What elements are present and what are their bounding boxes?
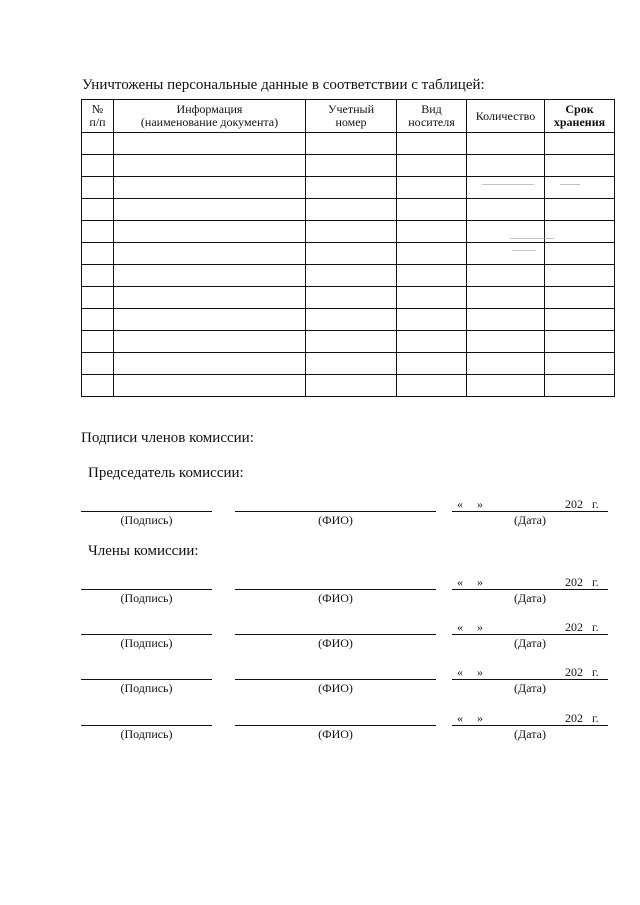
col-header-line: п/п [89,115,106,129]
caption-signature: (Подпись) [120,636,173,650]
caption-date: (Дата) [514,513,546,527]
caption-name: (ФИО) [318,681,353,695]
signature-line [81,589,212,590]
date-quote-open: « [457,711,463,725]
caption-date: (Дата) [514,636,546,650]
date-quote-close: » [477,665,483,679]
table-cell [545,155,615,177]
date-quote-close: » [477,497,483,511]
table-cell [467,375,545,397]
table-cell [467,353,545,375]
name-line [235,589,436,590]
col-header-line: Срок [565,102,594,116]
col-header-line: номер [335,115,367,129]
table-cell [114,331,306,353]
name-line [235,511,436,512]
table-cell [82,177,114,199]
date-line [452,679,608,680]
table-cell [397,155,467,177]
name-line [235,634,436,635]
signatures-title: Подписи членов комиссии: [81,430,254,446]
table-cell [114,353,306,375]
table-cell [82,243,114,265]
table-cell [397,133,467,155]
col-header-media-type [397,100,467,133]
table-cell [306,265,397,287]
table-row [82,309,615,331]
table-cell [397,309,467,331]
col-header-number [82,100,114,133]
table-cell [467,265,545,287]
table-row [82,375,615,397]
table-cell [306,155,397,177]
caption-signature: (Подпись) [120,681,173,695]
signature-line [81,634,212,635]
table-cell [397,265,467,287]
table-cell [306,331,397,353]
table-cell [82,331,114,353]
table-cell [545,331,615,353]
table-cell [114,155,306,177]
table-row [82,331,615,353]
table-cell [114,309,306,331]
table-cell [397,331,467,353]
scan-artifact [512,250,536,251]
col-header-line: (наименование документа) [140,115,279,129]
table-cell [82,133,114,155]
table-cell [545,199,615,221]
date-year: 202 [565,620,583,634]
col-header-line: Количество [475,108,536,123]
table-cell [82,375,114,397]
table-cell [114,243,306,265]
table-cell [306,353,397,375]
table-cell [114,177,306,199]
table-cell [467,199,545,221]
table-cell [306,375,397,397]
table-cell [82,353,114,375]
table-cell [545,309,615,331]
col-header-line: Учетный [327,102,374,116]
members-label: Члены комиссии: [88,543,199,559]
table-cell [467,177,545,199]
table-cell [467,331,545,353]
date-suffix: г. [592,665,599,679]
col-header-account-number [306,100,397,133]
table-cell [306,243,397,265]
table-cell [397,287,467,309]
date-quote-open: « [457,575,463,589]
table-cell [114,199,306,221]
table-cell [82,265,114,287]
table-cell [467,243,545,265]
col-header-retention-period [545,100,615,133]
table-cell [397,221,467,243]
caption-signature: (Подпись) [120,727,173,741]
table-row [82,177,615,199]
name-line [235,679,436,680]
table-cell [82,221,114,243]
table-cell [397,353,467,375]
date-line [452,725,608,726]
table-cell [114,133,306,155]
caption-signature: (Подпись) [120,513,173,527]
table-row [82,155,615,177]
table-cell [82,199,114,221]
date-suffix: г. [592,711,599,725]
table-cell [114,265,306,287]
caption-name: (ФИО) [318,636,353,650]
table-row [82,221,615,243]
table-cell [467,221,545,243]
scan-artifact [560,184,580,185]
caption-date: (Дата) [514,727,546,741]
col-header-line: № [91,102,104,116]
table-cell [545,243,615,265]
table-cell [306,309,397,331]
table-cell [306,133,397,155]
table-cell [545,353,615,375]
signature-line [81,679,212,680]
table-row [82,243,615,265]
table-row [82,265,615,287]
date-line [452,589,608,590]
caption-date: (Дата) [514,681,546,695]
signature-line [81,511,212,512]
signature-line [81,725,212,726]
scan-artifact [510,238,554,239]
table-cell [306,221,397,243]
col-header-line: Вид [421,102,442,116]
date-suffix: г. [592,575,599,589]
table-cell [114,221,306,243]
date-suffix: г. [592,620,599,634]
col-header-line: хранения [553,115,606,129]
date-quote-close: » [477,620,483,634]
table-cell [306,199,397,221]
col-header-line: носителя [408,115,455,129]
name-line [235,725,436,726]
col-header-line: Информация [176,102,243,116]
date-year: 202 [565,497,583,511]
table-row [82,133,615,155]
date-quote-open: « [457,665,463,679]
table-cell [82,287,114,309]
table-cell [545,133,615,155]
caption-date: (Дата) [514,591,546,605]
table-cell [397,243,467,265]
table-row [82,287,615,309]
page-heading: Уничтожены персональные данные в соответствии с таблицей: [82,77,485,93]
table-cell [467,309,545,331]
col-header-information [114,100,306,133]
table-cell [545,177,615,199]
table-row [82,353,615,375]
table-row [82,199,615,221]
table-cell [114,375,306,397]
table-cell [114,287,306,309]
table-cell [397,199,467,221]
date-quote-open: « [457,497,463,511]
date-quote-close: » [477,575,483,589]
table-cell [545,375,615,397]
col-header-quantity [467,100,545,133]
date-line [452,634,608,635]
caption-name: (ФИО) [318,513,353,527]
caption-name: (ФИО) [318,591,353,605]
chairman-label: Председатель комиссии: [88,465,244,481]
scan-artifact [482,184,534,185]
table-cell [545,287,615,309]
destroyed-data-table [81,99,615,397]
date-year: 202 [565,665,583,679]
table-cell [545,221,615,243]
table-cell [467,155,545,177]
table-cell [82,309,114,331]
table-cell [467,133,545,155]
caption-signature: (Подпись) [120,591,173,605]
table-cell [397,177,467,199]
table-cell [306,177,397,199]
date-quote-close: » [477,711,483,725]
table-cell [306,287,397,309]
table-cell [545,265,615,287]
date-suffix: г. [592,497,599,511]
table-cell [82,155,114,177]
table-cell [397,375,467,397]
date-year: 202 [565,575,583,589]
date-year: 202 [565,711,583,725]
date-line [452,511,608,512]
caption-name: (ФИО) [318,727,353,741]
table-header-row [82,100,615,133]
date-quote-open: « [457,620,463,634]
table-cell [467,287,545,309]
